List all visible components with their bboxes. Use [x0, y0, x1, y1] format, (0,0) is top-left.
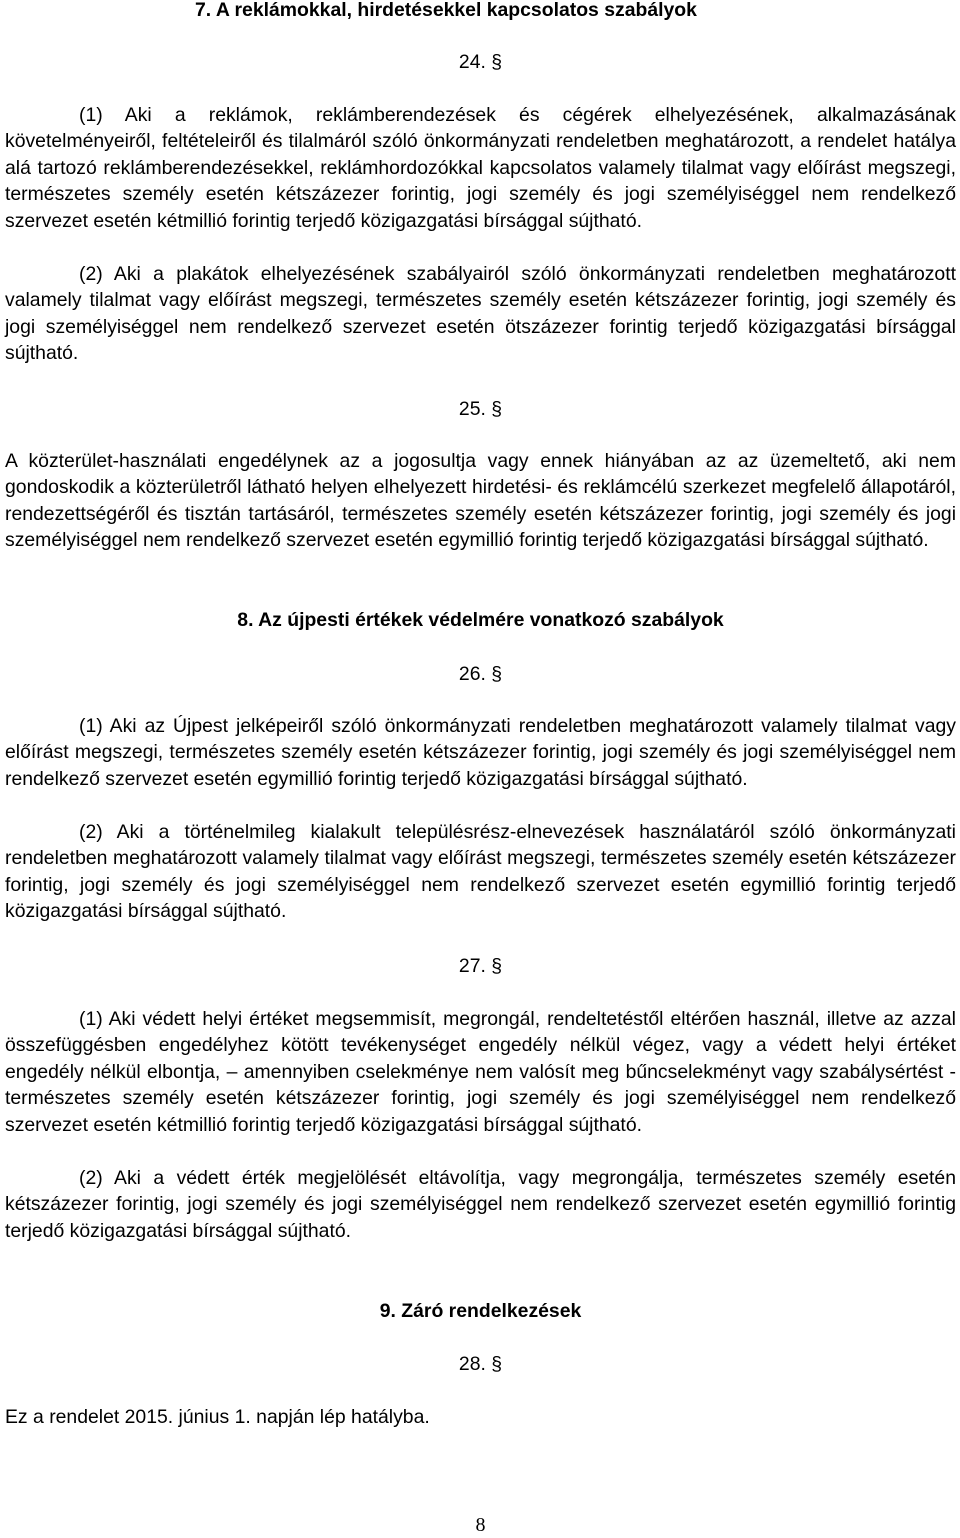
section-24-paragraph-1: (1) Aki a reklámok, reklámberendezések és cégérek elhelyezésének, alkalmazásának követelményeiről, feltételeiről és tilalmáról szóló önkormányzati rendeletben meghatározott, a rendelet hatálya alá tartozó reklámberendezésekkel, reklámhordozókkal kapcsolatos valamely tilalmat vagy előírást megszegi, természetes személy esetén kétszázezer forintig, jogi személy és jogi személyiséggel nem rendelkező szervezet esetén kétmillió forintig terjedő közigazgatási bírsággal sújtható. — [5, 104, 956, 232]
section-24-paragraph-2: (2) Aki a plakátok elhelyezésének szabályairól szóló önkormányzati rendeletben meghatározott valamely tilalmat vagy előírást megszegi, természetes személy esetén kétszázezer forintig, jogi személy és jogi személyiséggel nem rendelkező szervezet esetén ötszázezer forintig terjedő közigazgatási bírsággal sújtható. — [5, 263, 956, 365]
chapter-8-title: 8. Az újpesti értékek védelmére vonatkozó szabályok — [237, 609, 724, 631]
section-28-paragraph-1: Ez a rendelet 2015. június 1. napján lép hatályba. — [5, 1406, 430, 1428]
section-27-paragraph-2: (2) Aki a védett érték megjelölését eltávolítja, vagy megrongálja, természetes személy esetén kétszázezer forintig, jogi személy és jogi személyiséggel nem rendelkező szervezet esetén egymillió forintig terjedő közigazgatási bírsággal sújtható. — [5, 1167, 956, 1242]
section-26-paragraph-1: (1) Aki az Újpest jelképeiről szóló önkormányzati rendeletben meghatározott valamely tilalmat vagy előírást megszegi, természetes személy esetén kétszázezer forintig, jogi személy és jogi személyiséggel nem rendelkező szervezet esetén egymillió forintig terjedő közigazgatási bírsággal sújtható. — [5, 715, 956, 790]
section-24-heading: 24. § — [458, 51, 503, 73]
section-25-paragraph-1: A közterület-használati engedélynek az a jogosultja vagy ennek hiányában az az üzemeltető, aki nem gondoskodik a közterületről látható helyen elhelyezett hirdetési- és reklámcélú szerkezet megfelelő állapotáról, rendezettségéről és tisztán tartásáról, természetes személy esetén kétszázezer forintig, jogi személy és jogi személyiséggel nem rendelkező szervezet esetén egymillió forintig terjedő közigazgatási bírsággal sújtható. — [5, 450, 956, 552]
section-27-heading: 27. § — [458, 955, 503, 977]
section-26-heading: 26. § — [458, 663, 503, 685]
section-28-heading: 28. § — [458, 1353, 503, 1375]
page-number: 8 — [475, 1514, 486, 1536]
section-27-paragraph-1: (1) Aki védett helyi értéket megsemmisít, megrongál, rendeltetéstől eltérően használ, illetve az azzal összefüggésben engedélyhez kötött tevékenységet engedély nélkül végez, vagy a védett helyi értéket engedély nélkül elbontja, – amennyiben cselekménye nem valósít meg bűncselekményt vagy szabálysértést - természetes személy esetén kétszázezer forintig, jogi személy és jogi személyiséggel nem rendelkező szervezet esetén kétmillió forintig terjedő közigazgatási bírsággal sújtható. — [5, 1008, 956, 1136]
section-26-paragraph-2: (2) Aki a történelmileg kialakult településrész-elnevezések használatáról szóló önkormányzati rendeletben meghatározott valamely tilalmat vagy előírást megszegi, természetes személy esetén kétszázezer forintig, jogi személy és jogi személyiséggel nem rendelkező szervezet esetén egymillió forintig terjedő közigazgatási bírsággal sújtható. — [5, 821, 956, 923]
chapter-7-title: 7. A reklámokkal, hirdetésekkel kapcsolatos szabályok — [195, 0, 697, 21]
section-25-heading: 25. § — [458, 398, 503, 420]
chapter-9-title: 9. Záró rendelkezések — [379, 1300, 582, 1322]
